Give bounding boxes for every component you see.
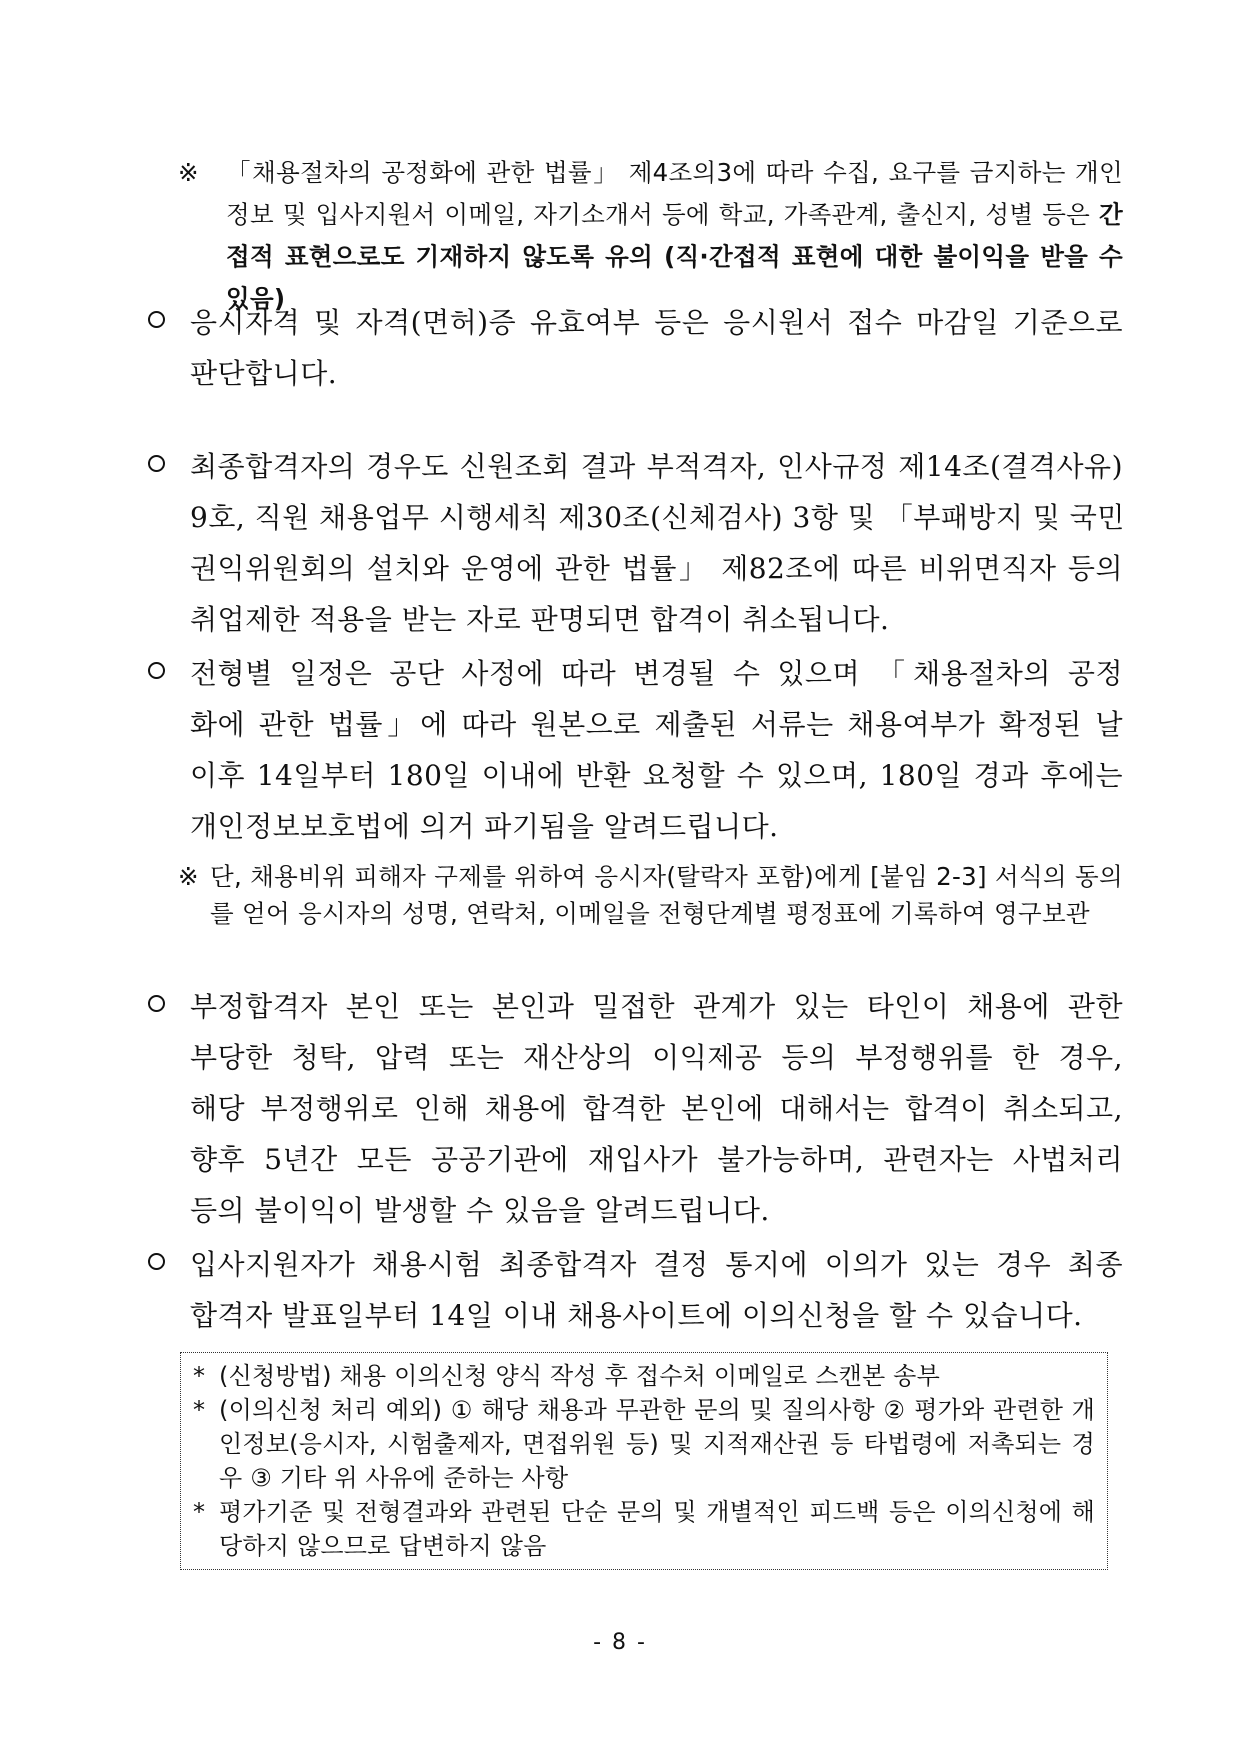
bullet-line: 개인정보보호법에 의거 파기됨을 알려드립니다. bbox=[190, 810, 779, 843]
bullet-line: 응시자격 및 자격(면허)증 유효여부 등은 응시원서 접수 마감일 기준으로 bbox=[190, 306, 1123, 339]
info-item-text: 평가기준 및 전형결과와 관련된 단순 문의 및 개별적인 피드백 등은 이의신청에 해당하지 않으므로 답변하지 않음 bbox=[219, 1498, 1095, 1560]
info-item bbox=[193, 1393, 1095, 1495]
objection-info-box bbox=[180, 1352, 1108, 1570]
note-privacy bbox=[178, 152, 1123, 320]
bullet-line: 입사지원자가 채용시험 최종합격자 결정 통지에 이의가 있는 경우 최종 bbox=[190, 1248, 1123, 1281]
bullet-circle-icon bbox=[148, 311, 165, 328]
bullet-fraud bbox=[148, 981, 1123, 1236]
page-number: - 8 - bbox=[593, 1630, 647, 1655]
bullet-line: 취업제한 적용을 받는 자로 판명되면 합격이 취소됩니다. bbox=[190, 603, 890, 636]
bullet-line: 향후 5년간 모든 공공기관에 재입사가 불가능하며, 관련자는 사법처리 bbox=[190, 1143, 1123, 1176]
bullet-disqualification bbox=[148, 441, 1123, 645]
info-item bbox=[193, 1495, 1095, 1563]
reference-mark: ※ bbox=[178, 158, 199, 187]
info-item-text: (이의신청 처리 예외) ① 해당 채용과 무관한 문의 및 질의사항 ② 평가와 관련한 개인정보(응시자, 시험출제자, 면접위원 등) 및 지적재산권 등 타법령에 저촉되는 경우 ③ 기타 위 사유에 준하는 사항 bbox=[219, 1396, 1095, 1492]
asterisk-mark: * bbox=[193, 1362, 206, 1390]
bullet-line: 권익위원회의 설치와 운영에 관한 법률」 제82조에 따른 비위면직자 등의 bbox=[190, 552, 1123, 585]
info-item bbox=[193, 1359, 1095, 1393]
bullet-circle-icon bbox=[148, 1253, 165, 1270]
bullet-line: 합격자 발표일부터 14일 이내 채용사이트에 이의신청을 할 수 있습니다. bbox=[190, 1299, 1083, 1332]
bullet-line: 판단합니다. bbox=[190, 357, 338, 390]
note-victim-relief-text: 단, 채용비위 피해자 구제를 위하여 응시자(탈락자 포함)에게 [붙임 2-3] 서식의 동의를 얻어 응시자의 성명, 연락처, 이메일을 전형단계별 평정표에 기록하여 영구보관 bbox=[210, 862, 1123, 928]
bullet-line: 이후 14일부터 180일 이내에 반환 요청할 수 있으며, 180일 경과 후에는 bbox=[190, 759, 1123, 792]
bullet-objection bbox=[148, 1239, 1123, 1341]
asterisk-mark: * bbox=[193, 1498, 206, 1526]
bullet-line: 부당한 청탁, 압력 또는 재산상의 이익제공 등의 부정행위를 한 경우, bbox=[190, 1041, 1123, 1074]
info-item-text: (신청방법) 채용 이의신청 양식 작성 후 접수처 이메일로 스캔본 송부 bbox=[219, 1362, 940, 1390]
bullet-line: 등의 불이익이 발생할 수 있음을 알려드립니다. bbox=[190, 1194, 770, 1227]
bullet-line: 최종합격자의 경우도 신원조회 결과 부적격자, 인사규정 제14조(결격사유) bbox=[190, 450, 1123, 483]
note-privacy-warning: 간접적 표현으로도 기재하지 않도록 유의 (직·간접적 표현에 대한 불이익을 받을 수 있음) bbox=[226, 200, 1123, 313]
bullet-circle-icon bbox=[148, 662, 165, 679]
bullet-circle-icon bbox=[148, 455, 165, 472]
bullet-eligibility bbox=[148, 297, 1123, 399]
bullet-line: 전형별 일정은 공단 사정에 따라 변경될 수 있으며 「채용절차의 공정 bbox=[190, 657, 1123, 690]
bullet-line: 9호, 직원 채용업무 시행세칙 제30조(신체검사) 3항 및 「부패방지 및 국민 bbox=[190, 501, 1125, 534]
reference-mark: ※ bbox=[178, 862, 199, 891]
bullet-line: 해당 부정행위로 인해 채용에 합격한 본인에 대해서는 합격이 취소되고, bbox=[190, 1092, 1123, 1125]
asterisk-mark: * bbox=[193, 1396, 206, 1424]
bullet-line: 화에 관한 법률」에 따라 원본으로 제출된 서류는 채용여부가 확정된 날 bbox=[190, 708, 1123, 741]
bullet-circle-icon bbox=[148, 995, 165, 1012]
note-victim-relief bbox=[178, 858, 1123, 932]
bullet-schedule bbox=[148, 648, 1123, 852]
note-privacy-text: 「채용절차의 공정화에 관한 법률」 제4조의3에 따라 수집, 요구를 금지하는 개인정보 및 입사지원서 이메일, 자기소개서 등에 학교, 가족관계, 출신지, 성별 등은 bbox=[226, 158, 1123, 229]
bullet-line: 부정합격자 본인 또는 본인과 밀접한 관계가 있는 타인이 채용에 관한 bbox=[190, 990, 1123, 1023]
